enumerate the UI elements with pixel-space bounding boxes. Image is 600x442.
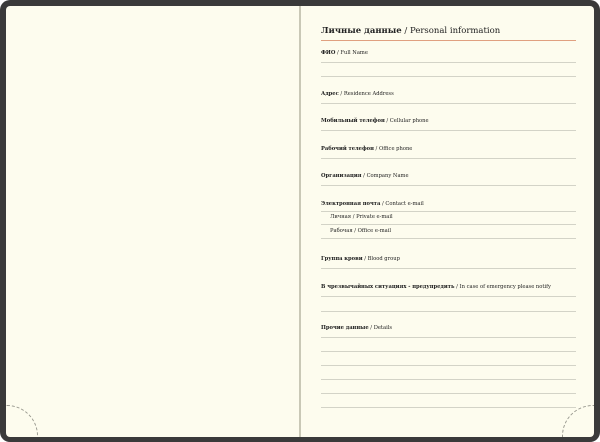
address-line[interactable] [321,103,576,104]
private-email-label [330,214,393,220]
organization-line[interactable] [321,185,576,186]
full-name-label [321,50,368,56]
label-separator: / [335,50,341,56]
address-label [321,91,394,97]
mobile-phone-label [321,118,429,124]
office-email-label [330,228,391,234]
emergency-line[interactable] [321,296,576,297]
address-label-en: Residence Address [343,91,394,97]
address-label-ru: Адрес [321,91,339,97]
private-email-label-en: Private e-mail [356,214,393,220]
details-label-ru: Прочие данные [321,325,369,331]
email-label-ru: Электронная почта [321,201,381,207]
mobile-phone-label-ru: Мобильный телефон [321,118,385,124]
emergency-label-en: In case of emergency please notify [459,284,551,290]
details-line[interactable] [321,337,576,338]
full-name-label-ru: ФИО [321,50,336,56]
email-line[interactable] [321,211,576,212]
blood-group-label [321,256,400,262]
page-title [321,26,576,36]
label-separator: / [361,173,367,179]
blood-group-label-en: Blood group [367,256,400,262]
corner-ornament [6,405,38,437]
private-email-label-ru: Личная [330,214,352,220]
title-separator: / [401,26,410,36]
office-phone-line[interactable] [321,158,576,159]
page-title-en: Personal information [409,26,501,36]
blood-group-label-ru: Группа крови [321,256,363,262]
right-page [301,6,594,437]
organization-label [321,173,409,179]
emergency-label-ru: В чрезвычайных ситуациях - предупредить [321,284,455,290]
email-label [321,201,424,207]
details-line[interactable] [321,393,576,394]
label-separator: / [352,228,358,234]
label-separator: / [373,146,379,152]
organization-label-en: Company Name [366,173,409,179]
full-name-line[interactable] [321,62,576,63]
corner-ornament [562,405,594,437]
full-name-line[interactable] [321,76,576,77]
office-phone-label [321,146,412,152]
office-email-label-en: Office e-mail [357,228,392,234]
office-email-label-ru: Рабочая [330,228,353,234]
label-separator: / [380,201,386,207]
details-label-en: Details [373,325,393,331]
details-line[interactable] [321,379,576,380]
full-name-label-en: Full Name [340,50,368,56]
left-page [6,6,299,437]
emergency-label [321,284,551,290]
mobile-phone-label-en: Cellular phone [389,118,429,124]
label-separator: / [362,256,368,262]
blood-group-line[interactable] [321,268,576,269]
emergency-line[interactable] [321,311,576,312]
label-separator: / [338,91,344,97]
label-separator: / [454,284,460,290]
label-separator: / [351,214,357,220]
office-phone-label-ru: Рабочий телефон [321,146,374,152]
private-email-line[interactable] [321,224,576,225]
office-email-line[interactable] [321,238,576,239]
email-label-en: Contact e-mail [385,201,424,207]
mobile-phone-line[interactable] [321,130,576,131]
details-line[interactable] [321,365,576,366]
title-underline [321,40,576,41]
label-separator: / [368,325,374,331]
page-title-ru: Личные данные [321,26,402,36]
office-phone-label-en: Office phone [378,146,413,152]
label-separator: / [384,118,390,124]
details-line[interactable] [321,351,576,352]
organization-label-ru: Организация [321,173,362,179]
details-label [321,325,392,331]
details-line[interactable] [321,407,576,408]
